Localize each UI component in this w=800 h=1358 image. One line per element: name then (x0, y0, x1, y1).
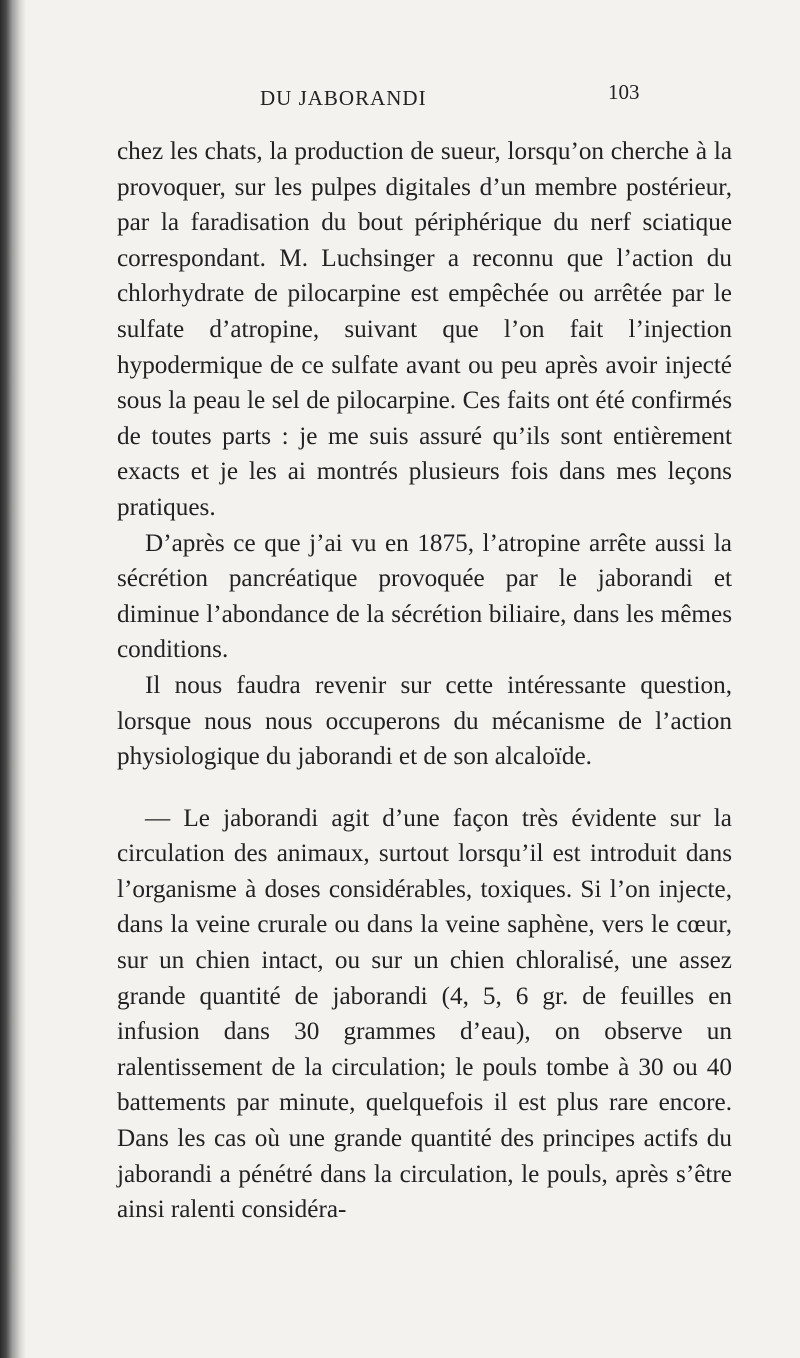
page-number: 103 (608, 80, 640, 104)
book-page (40, 60, 780, 1340)
running-head (40, 60, 780, 116)
paragraph-sweat-atropine: chez les chats, la production de sueur, lorsqu’on cherche à la provoquer, sur les pulpes digitales d’un membre postérieur, par la faradisation du bout périphérique du nerf sciatique correspondant. M. Luchsinger a reconnu que l’action du chlorhydrate de pilocarpine est empêchée ou arrêtée par le sulfate d’atropine, suivant que l’on fait l’injection hypodermique de ce sulfate avant ou peu après avoir injecté sous la peau le sel de pilocarpine. Ces faits ont été confirmés de toutes parts : je me suis assuré qu’ils sont entièrement exacts et je les ai montrés plusieurs fois dans mes leçons pratiques. (117, 138, 732, 521)
paragraph-pancreatic-secretion: D’après ce que j’ai vu en 1875, l’atropine arrête aussi la sécrétion pancréatique provoquée par le jaborandi et diminue l’abondance de la sécrétion biliaire, dans les mêmes conditions. (117, 529, 732, 664)
paragraph-mechanism-note: Il nous faudra revenir sur cette intéressante question, lorsque nous nous occuperons du mécanisme de l’action physiologique du jaborandi et de son alcaloïde. (117, 671, 732, 771)
paragraph-circulation: — Le jaborandi agit d’une façon très évidente sur la circulation des animaux, surtout lorsqu’il est introduit dans l’organisme à doses considérables, toxiques. Si l’on injecte, dans la veine crurale ou dans la veine saphène, vers le cœur, sur un chien intact, ou sur un chien chloralisé, une assez grande quantité de jaborandi (4, 5, 6 gr. de feuilles en infusion dans 30 grammes d’eau), on observe un ralentissement de la circulation; le pouls tombe à 30 ou 40 battements par minute, quelquefois il est plus rare encore. Dans les cas où une grande quantité des principes actifs du jaborandi a pénétré dans la circulation, le pouls, après s’être ainsi ralenti considéra- (117, 804, 732, 1224)
body-text (117, 134, 732, 1228)
book-binding-shadow (0, 0, 26, 1358)
running-title: DU JABORANDI (260, 86, 427, 110)
